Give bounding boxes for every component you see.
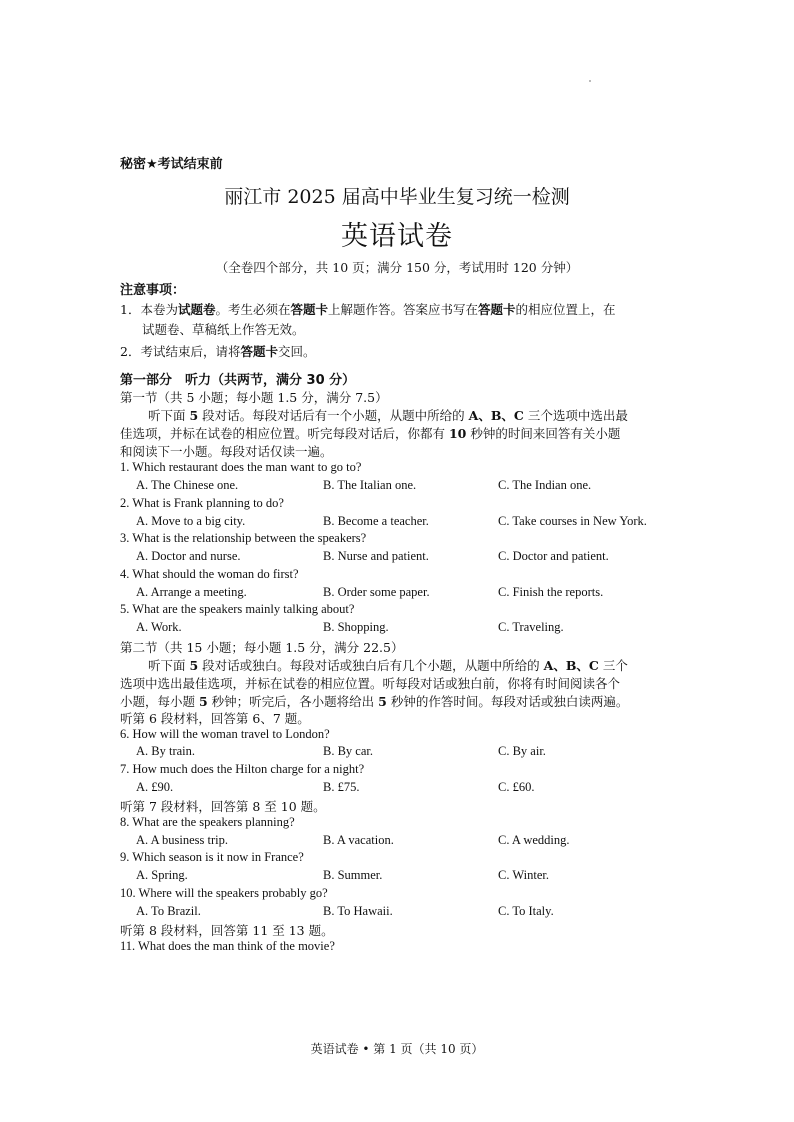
section1-instructions-line3: 和阅读下一小题。每段对话仅读一遍。 — [120, 444, 333, 459]
q4-option-c: C. Finish the reports. — [498, 585, 604, 599]
question-2: 2. What is Frank planning to do? — [120, 496, 284, 510]
q7-option-c: C. £60. — [498, 780, 535, 794]
q10-option-c: C. To Italy. — [498, 904, 554, 918]
section2-instructions-line3: 小题，每小题 5 秒钟；听完后，各小题将给出 5 秒钟的作答时间。每段对话或独白读两遍。 — [120, 694, 629, 709]
q1-option-b: B. The Italian one. — [323, 478, 417, 492]
material-7-note: 听第 7 段材料，回答第 8 至 10 题。 — [120, 799, 326, 814]
q5-option-b: B. Shopping. — [323, 620, 389, 634]
q6-option-b: B. By car. — [323, 744, 373, 758]
q2-option-c: C. Take courses in New York. — [498, 514, 647, 528]
q5-option-c: C. Traveling. — [498, 620, 564, 634]
question-4: 4. What should the woman do first? — [120, 567, 299, 581]
exam-subtitle: （全卷四个部分，共 10 页；满分 150 分，考试用时 120 分钟） — [215, 260, 579, 275]
q8-option-a: A. A business trip. — [136, 833, 229, 847]
q9-option-c: C. Winter. — [498, 868, 550, 882]
question-8: 8. What are the speakers planning? — [120, 815, 295, 829]
q4-option-a: A. Arrange a meeting. — [136, 585, 247, 599]
material-6-note: 听第 6 段材料，回答第 6、7 题。 — [120, 711, 310, 726]
part1-heading: 第一部分 听力（共两节，满分 30 分） — [120, 373, 356, 388]
section2-instructions-line1: 听下面 5 段对话或独白。每段对话或独白后有几个小题，从题中所给的 A、B、C 三个 — [148, 658, 628, 673]
q10-option-b: B. To Hawaii. — [323, 904, 393, 918]
q10-option-a: A. To Brazil. — [136, 904, 201, 918]
section2-heading: 第二节（共 15 小题；每小题 1.5 分，满分 22.5） — [120, 640, 404, 655]
question-9: 9. Which season is it now in France? — [120, 850, 304, 864]
q3-option-b: B. Nurse and patient. — [323, 549, 429, 563]
q7-option-a: A. £90. — [136, 780, 174, 794]
exam-title: 丽江市 2025 届高中毕业生复习统一检测 — [224, 186, 570, 208]
subject-title: 英语试卷 — [341, 221, 453, 252]
confidential-label: 秘密★考试结束前 — [120, 157, 223, 172]
question-3: 3. What is the relationship between the speakers? — [120, 531, 367, 545]
question-5: 5. What are the speakers mainly talking about? — [120, 602, 355, 616]
notice-heading: 注意事项： — [120, 283, 186, 298]
q6-option-c: C. By air. — [498, 744, 546, 758]
section1-heading: 第一节（共 5 小题；每小题 1.5 分，满分 7.5） — [120, 390, 388, 405]
q2-option-b: B. Become a teacher. — [323, 514, 429, 528]
question-11: 11. What does the man think of the movie? — [120, 939, 335, 953]
q3-option-c: C. Doctor and patient. — [498, 549, 609, 563]
question-6: 6. How will the woman travel to London? — [120, 727, 330, 741]
question-7: 7. How much does the Hilton charge for a night? — [120, 762, 365, 776]
q7-option-b: B. £75. — [323, 780, 360, 794]
material-8-note: 听第 8 段材料，回答第 11 至 13 题。 — [120, 923, 334, 938]
q3-option-a: A. Doctor and nurse. — [136, 549, 241, 563]
q6-option-a: A. By train. — [136, 744, 196, 758]
section1-instructions-line1: 听下面 5 段对话。每段对话后有一个小题，从题中所给的 A、B、C 三个选项中选出最 — [148, 408, 628, 423]
q9-option-b: B. Summer. — [323, 868, 383, 882]
question-1: 1. Which restaurant does the man want to go to? — [120, 460, 362, 474]
q9-option-a: A. Spring. — [136, 868, 188, 882]
q4-option-b: B. Order some paper. — [323, 585, 430, 599]
section1-instructions-line2: 佳选项，并标在试卷的相应位置。听完每段对话后，你都有 10 秒钟的时间来回答有关小题 — [120, 426, 621, 441]
notice-item-1: 1．本卷为试题卷。考生必须在答题卡上解题作答。答案应书写在答题卡的相应位置上，在 — [120, 302, 616, 317]
question-10: 10. Where will the speakers probably go? — [120, 886, 328, 900]
scan-speck — [589, 80, 591, 82]
notice-item-1-cont: 试题卷、草稿纸上作答无效。 — [142, 322, 305, 337]
notice-item-2: 2．考试结束后，请将答题卡交回。 — [120, 344, 316, 359]
q8-option-b: B. A vacation. — [323, 833, 394, 847]
q1-option-a: A. The Chinese one. — [136, 478, 239, 492]
page-footer: 英语试卷 • 第 1 页（共 10 页） — [310, 1042, 484, 1056]
q1-option-c: C. The Indian one. — [498, 478, 592, 492]
q5-option-a: A. Work. — [136, 620, 182, 634]
q8-option-c: C. A wedding. — [498, 833, 570, 847]
q2-option-a: A. Move to a big city. — [136, 514, 246, 528]
section2-instructions-line2: 选项中选出最佳选项，并标在试卷的相应位置。听每段对话或独白前，你将有时间阅读各个 — [120, 676, 621, 691]
